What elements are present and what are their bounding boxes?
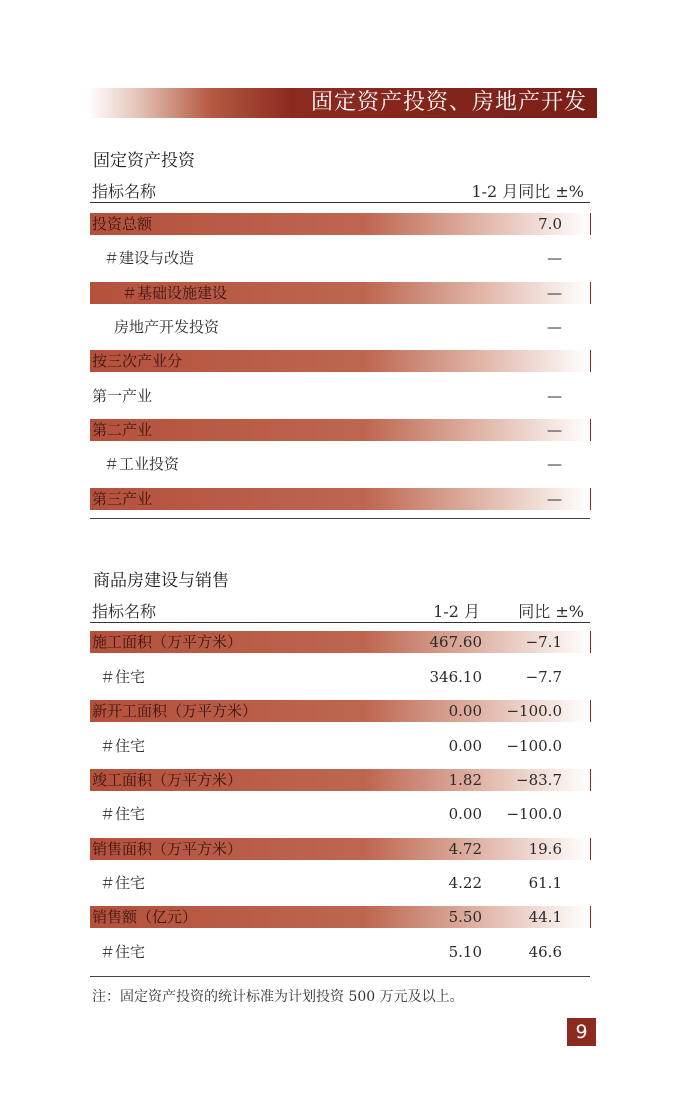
section2-header-col2: 同比 ±% <box>518 602 584 621</box>
table-row <box>90 631 591 653</box>
table-row <box>90 769 591 791</box>
row-value-yoy: −7.7 <box>525 668 562 686</box>
row-value: — <box>547 387 562 405</box>
section2-header-name: 指标名称 <box>92 602 157 621</box>
table-row <box>90 803 590 825</box>
table-row <box>90 838 591 860</box>
table-row <box>90 453 590 475</box>
row-label: ＃住宅 <box>100 668 146 686</box>
row-label: 第一产业 <box>92 387 153 405</box>
table-row <box>90 906 591 928</box>
table-row <box>90 247 590 269</box>
banner-title: 固定资产投资、房地产开发 <box>310 90 587 115</box>
row-value-period: 4.22 <box>448 874 482 892</box>
table-row <box>90 488 591 510</box>
row-value-yoy: −7.1 <box>525 633 562 651</box>
row-value: — <box>547 490 562 508</box>
section1-header <box>90 178 590 203</box>
table-row <box>90 350 591 372</box>
row-value-yoy: −83.7 <box>516 771 562 789</box>
table-row <box>90 941 590 963</box>
row-value-yoy: 44.1 <box>528 908 562 926</box>
section1-header-value: 1-2 月同比 ±% <box>471 182 584 201</box>
row-label: 第三产业 <box>92 490 153 508</box>
row-value-period: 5.10 <box>448 943 482 961</box>
section1-header-name: 指标名称 <box>92 182 157 201</box>
row-value-period: 0.00 <box>448 737 482 755</box>
row-value-period: 1.82 <box>448 771 482 789</box>
row-value: — <box>547 318 562 336</box>
row-value-yoy: 19.6 <box>528 840 562 858</box>
table-row <box>90 700 591 722</box>
row-label: 竣工面积（万平方米） <box>92 771 243 789</box>
row-value-period: 5.50 <box>448 908 482 926</box>
row-value-period: 0.00 <box>448 702 482 720</box>
row-label: ＃工业投资 <box>104 455 180 473</box>
row-label: ＃建设与改造 <box>104 249 195 267</box>
row-label: ＃住宅 <box>100 874 146 892</box>
row-value: — <box>547 284 562 302</box>
row-label: ＃住宅 <box>100 943 146 961</box>
table-row <box>90 872 590 894</box>
row-value-yoy: 46.6 <box>528 943 562 961</box>
row-label: 销售面积（万平方米） <box>92 840 243 858</box>
table-row <box>90 282 591 304</box>
row-label: 按三次产业分 <box>92 352 183 370</box>
section1-title: 固定资产投资 <box>93 151 195 171</box>
table-row <box>90 735 590 757</box>
row-value: — <box>547 249 562 267</box>
row-value-period: 346.10 <box>429 668 482 686</box>
section2-title: 商品房建设与销售 <box>93 571 229 591</box>
footnote: 注：固定资产投资的统计标准为计划投资 500 万元及以上。 <box>92 989 464 1005</box>
row-value: 7.0 <box>538 215 562 233</box>
page-number: 9 <box>567 1018 596 1046</box>
section1-bottom-rule <box>90 518 590 519</box>
row-value-yoy: −100.0 <box>506 805 562 823</box>
table-row <box>90 213 591 235</box>
row-label: 施工面积（万平方米） <box>92 633 243 651</box>
row-label: ＃基础设施建设 <box>122 284 228 302</box>
row-value-yoy: −100.0 <box>506 737 562 755</box>
section2-header <box>90 598 590 623</box>
section2-header-col1: 1-2 月 <box>433 602 480 621</box>
row-label: 房地产开发投资 <box>114 318 220 336</box>
row-label: ＃住宅 <box>100 737 146 755</box>
row-label: 投资总额 <box>92 215 153 233</box>
row-value-yoy: 61.1 <box>528 874 562 892</box>
table-row <box>90 666 590 688</box>
table-row <box>90 316 590 338</box>
row-value-period: 4.72 <box>448 840 482 858</box>
section2-bottom-rule <box>90 976 590 977</box>
section-banner <box>88 88 597 118</box>
table-row <box>90 419 591 441</box>
row-value-period: 467.60 <box>429 633 482 651</box>
row-value: — <box>547 455 562 473</box>
row-value: — <box>547 421 562 439</box>
row-label: ＃住宅 <box>100 805 146 823</box>
row-label: 销售额（亿元） <box>92 908 198 926</box>
row-value-yoy: −100.0 <box>506 702 562 720</box>
table-row <box>90 385 590 407</box>
row-label: 第二产业 <box>92 421 153 439</box>
row-value-period: 0.00 <box>448 805 482 823</box>
row-label: 新开工面积（万平方米） <box>92 702 258 720</box>
